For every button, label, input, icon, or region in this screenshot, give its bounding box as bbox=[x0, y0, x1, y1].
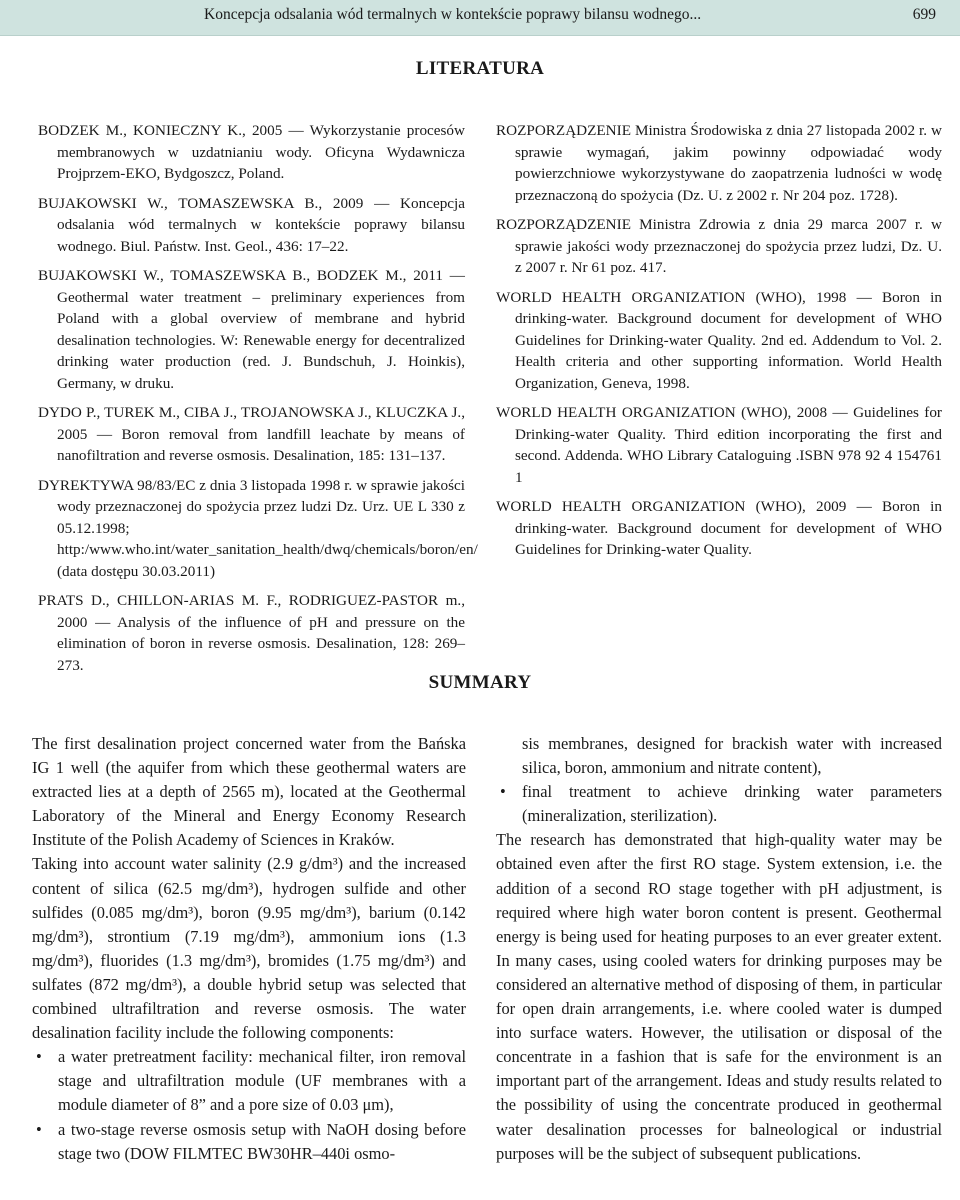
summary-paragraph: The first desalination project concerned water from the Bańska IG 1 well (the aquifer from which these geothermal waters are extracted lies at a depth of 2565 m), located at the Geothermal Laboratory of the Mineral and Energy Economy Research Institute of the Polish Academy of Sciences in Kraków. bbox=[32, 734, 466, 850]
reference-entry: PRATS D., CHILLON-ARIAS M. F., RODRIGUEZ-PASTOR m., 2000 — Analysis of the influence of pH and pressure on the elimination of boron in reverse osmosis. Desalination, 128: 269–273. bbox=[38, 592, 465, 674]
components-list-continued bbox=[496, 780, 942, 828]
summary-paragraph: The research has demonstrated that high-quality water may be obtained even after the first RO stage. System extension, i.e. the addition of a second RO stage together with pH adjustment, is required where high water boron content is present. Geothermal energy is being used for heating purposes to an ever greater extent. In many cases, using cooled waters for drinking purposes may be considered an alternative method of disposing of them, in particular for open drain arrangements, i.e. where cooled water is dumped into surface waters. However, the utilisation or disposal of the concentrate in a fashion that is safe for the environment is an important part of the arrangement. Ideas and study results related to the possibility of using the concentrate produced in geothermal water desalination processes for balneological or industrial purposes will be the subject of subsequent publications. bbox=[496, 830, 942, 1163]
list-item-continuation: sis membranes, designed for brackish water with increased silica, boron, ammonium and nitrate content), bbox=[522, 734, 942, 778]
summary-heading: SUMMARY bbox=[428, 672, 532, 693]
components-list bbox=[32, 1045, 466, 1165]
references-right-column bbox=[496, 120, 942, 569]
reference-entry: ROZPORZĄDZENIE Ministra Zdrowia z dnia 29 marca 2007 r. w sprawie jakości wody przeznaczonej do spożycia przez ludzi, Dz. U. z 2007 r. Nr 61 poz. 417. bbox=[496, 216, 942, 276]
reference-entry: WORLD HEALTH ORGANIZATION (WHO), 2009 — Boron in drinking-water. Background document for development of WHO Guidelines for Drinking-water Quality. bbox=[496, 498, 942, 558]
literature-heading: LITERATURA bbox=[415, 58, 545, 79]
bullet-icon: • bbox=[500, 782, 506, 802]
summary-left-column bbox=[32, 732, 466, 1166]
page-number: 699 bbox=[912, 6, 936, 23]
list-item-text: a water pretreatment facility: mechanical filter, iron removal stage and ultrafiltration module (UF membranes with a module diameter of 8” and a pore size of 0.03 μm), bbox=[58, 1047, 466, 1115]
list-item bbox=[496, 780, 942, 828]
references-left-column bbox=[38, 120, 478, 684]
reference-entry: DYREKTYWA 98/83/EC z dnia 3 listopada 1998 r. w sprawie jakości wody przeznaczonej do spożycia przez ludzi Dz. Urz. UE L 330 z 05.12.1998; http:/www.who.int/water_sanitation_health/dwq/chemicals/boron/en/ (data dostępu 30.03.2011) bbox=[38, 476, 478, 580]
reference-entry: WORLD HEALTH ORGANIZATION (WHO), 1998 — Boron in drinking-water. Background document for development of WHO Guidelines for Drinking-water Quality. 2nd ed. Addendum to Vol. 2. Health criteria and other supporting information. World Health Organization, Geneva, 1998. bbox=[496, 288, 942, 392]
reference-entry: WORLD HEALTH ORGANIZATION (WHO), 2008 — Guidelines for Drinking-water Quality. Third edition incorporating the first and second. Addenda. WHO Library Cataloguing .ISBN 978 92 4 154761 1 bbox=[496, 404, 942, 486]
list-item-text: a two-stage reverse osmosis setup with NaOH dosing before stage two (DOW FILMTEC BW30HR–440i osmo- bbox=[58, 1119, 466, 1163]
bullet-icon: • bbox=[36, 1119, 42, 1139]
list-item-text: final treatment to achieve drinking water parameters (mineralization, sterilization). bbox=[522, 782, 942, 826]
reference-entry: BUJAKOWSKI W., TOMASZEWSKA B., BODZEK M., 2011 — Geothermal water treatment – preliminary experiences from Poland with a global overview of membrane and hybrid desalination technologies. W: Renewable energy for decentralized drinking water production (red. J. Bundschuh, J. Hoinkis), Germany, w druku. bbox=[38, 267, 465, 392]
running-header-title: Koncepcja odsalania wód termalnych w kontekście poprawy bilansu wodnego... bbox=[204, 6, 702, 23]
reference-entry: BODZEK M., KONIECZNY K., 2005 — Wykorzystanie procesów membranowych w uzdatnianiu wody. Oficyna Wydawnicza Projprzem-EKO, Bydgoszcz, Poland. bbox=[38, 122, 465, 182]
list-item bbox=[32, 1118, 466, 1166]
reference-entry: DYDO P., TUREK M., CIBA J., TROJANOWSKA J., KLUCZKA J., 2005 — Boron removal from landfill leachate by means of nanofiltration and reverse osmosis. Desalination, 185: 131–137. bbox=[38, 404, 465, 464]
running-header bbox=[0, 0, 960, 36]
summary-right-column bbox=[496, 732, 942, 1166]
reference-entry: ROZPORZĄDZENIE Ministra Środowiska z dnia 27 listopada 2002 r. w sprawie wymagań, jakim powinny odpowiadać wody powierzchniowe wykorzystywane do zaopatrzenia ludności w wodę przeznaczoną do spożycia (Dz. U. z 2002 r. Nr 204 poz. 1728). bbox=[496, 122, 942, 204]
list-item bbox=[32, 1045, 466, 1117]
summary-paragraph: Taking into account water salinity (2.9 g/dm³) and the increased content of silica (62.5 mg/dm³), hydrogen sulfide and other sulfides (0.085 mg/dm³), boron (9.95 mg/dm³), barium (0.142 mg/dm³), strontium (7.19 mg/dm³), ammonium ions (1.3 mg/dm³), fluorides (1.3 mg/dm³), bromides (1.75 mg/dm³) and sulfates (872 mg/dm³), a double hybrid setup was selected that combined ultrafiltration and reverse osmosis. The water desalination facility include the following components: bbox=[32, 854, 466, 1043]
reference-entry: BUJAKOWSKI W., TOMASZEWSKA B., 2009 — Koncepcja odsalania wód termalnych w kontekście poprawy bilansu wodnego. Biul. Państw. Inst. Geol., 436: 17–22. bbox=[38, 194, 465, 255]
bullet-icon: • bbox=[36, 1047, 42, 1067]
